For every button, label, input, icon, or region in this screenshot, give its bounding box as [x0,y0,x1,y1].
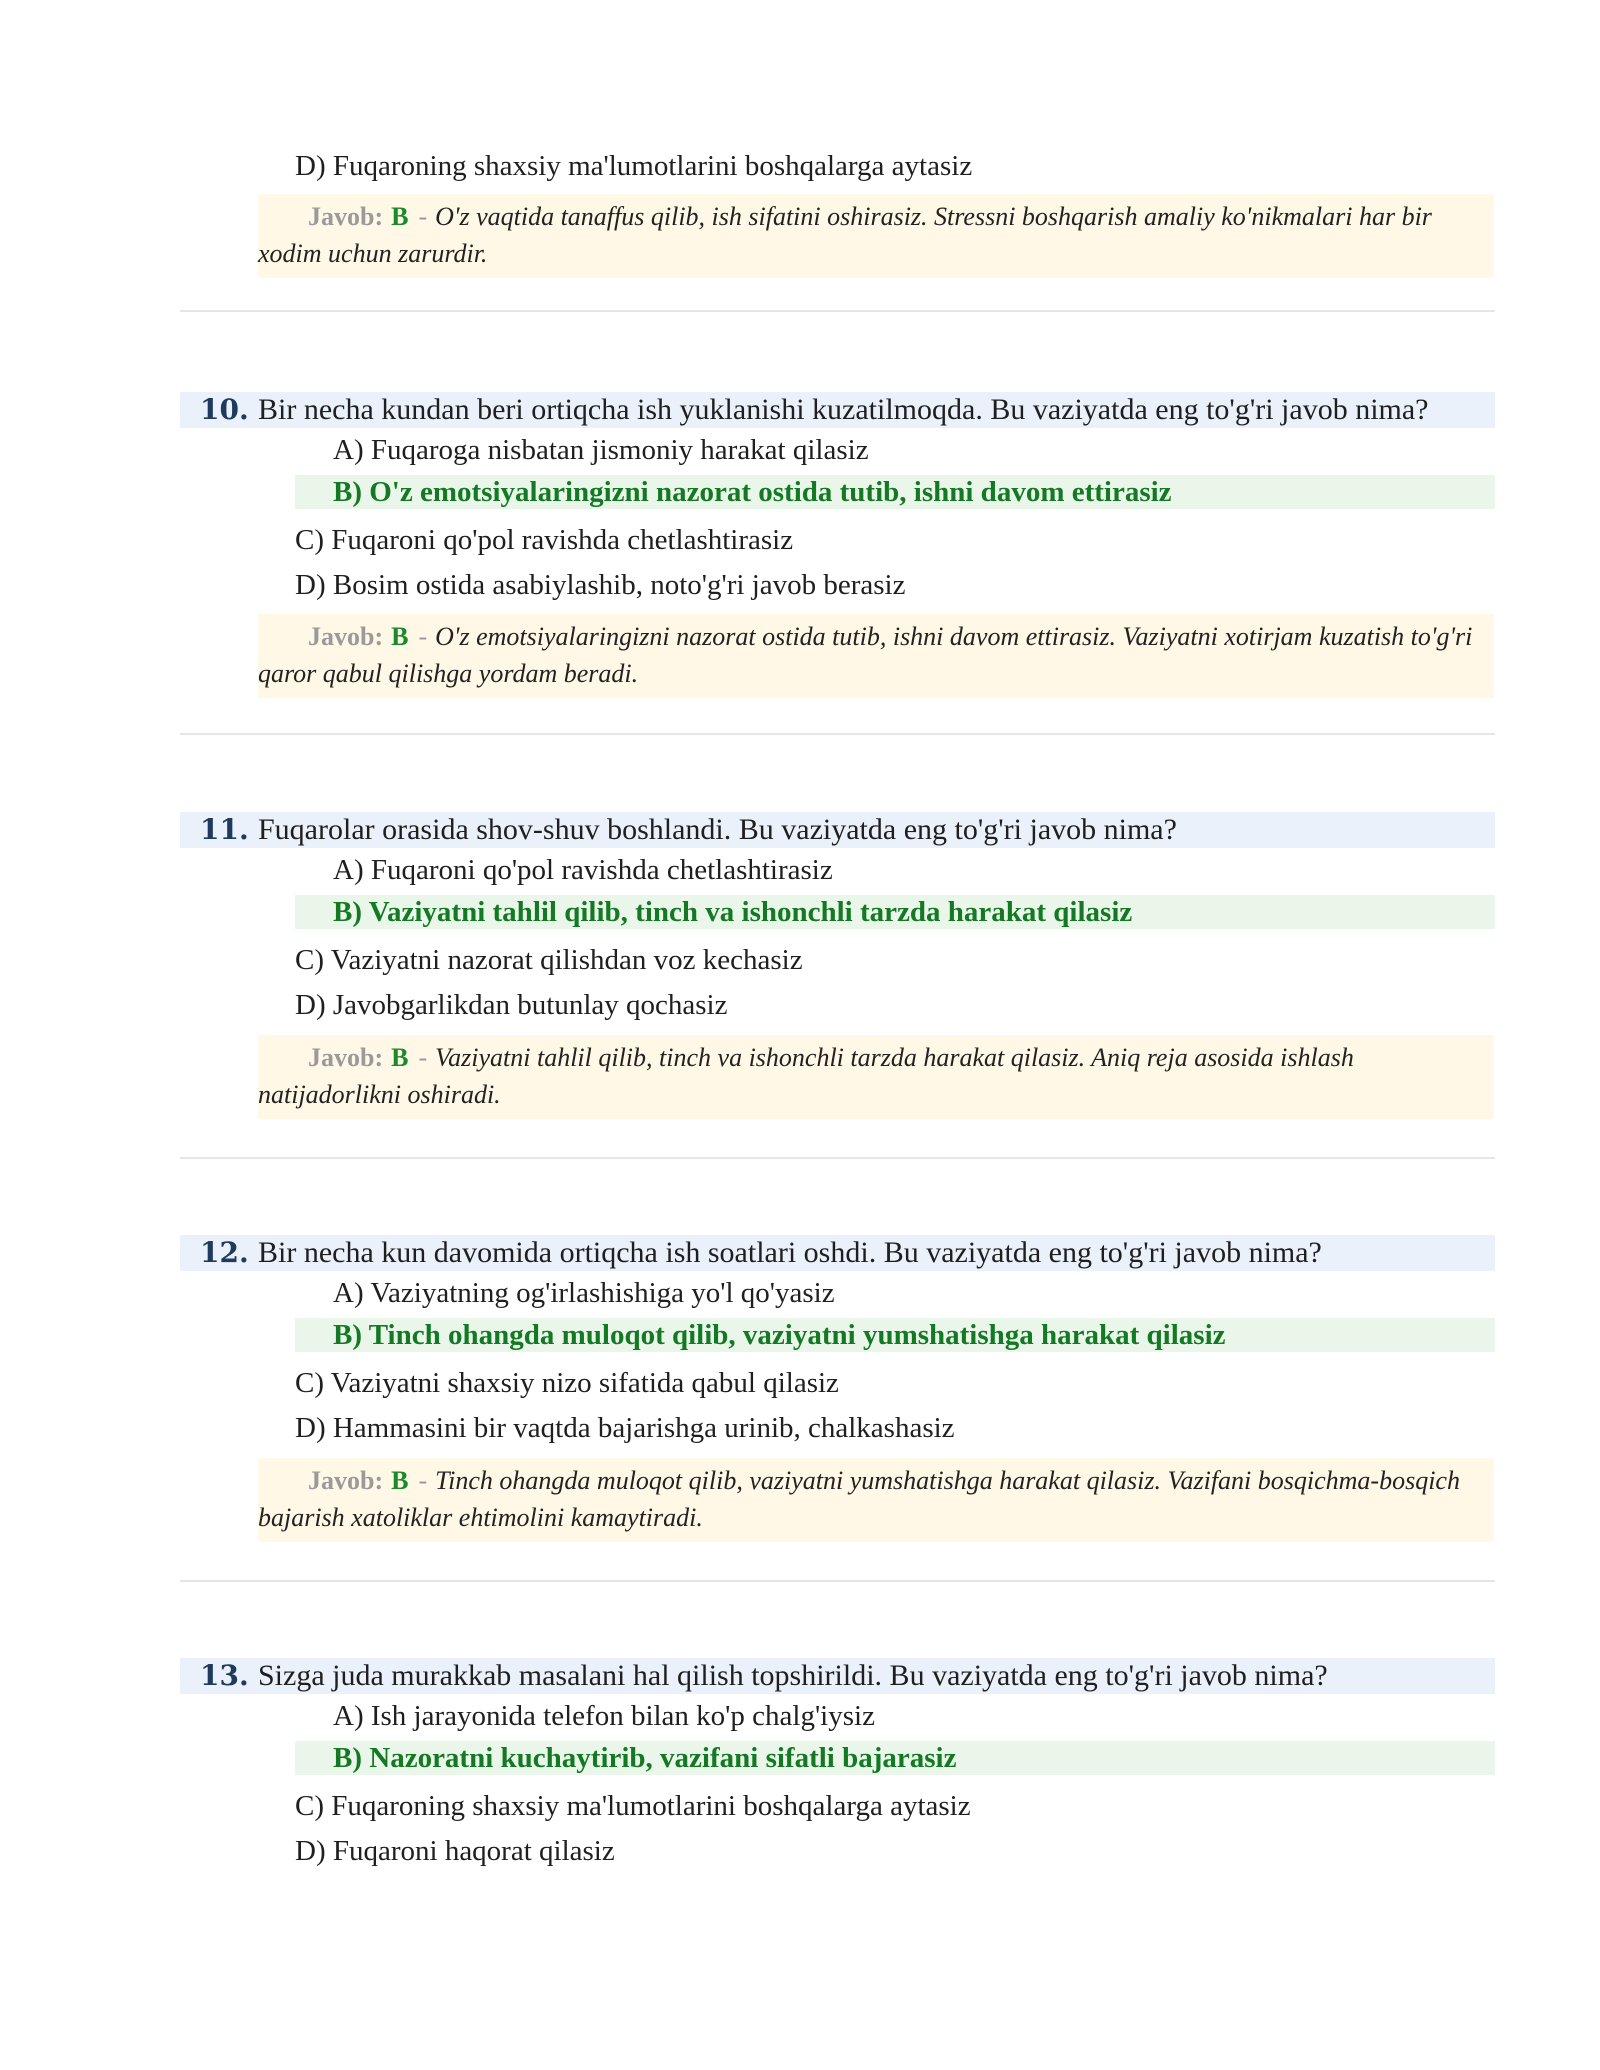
option-c: C) Fuqaroning shaxsiy ma'lumotlarini boshqalarga aytasiz [295,1790,971,1822]
option-a: A) Vaziyatning og'irlashishiga yo'l qo'yasiz [333,1277,835,1309]
question-number: 12. [200,1236,249,1269]
option-c: C) Vaziyatni shaxsiy nizo sifatida qabul qilasiz [295,1367,839,1399]
divider [180,733,1495,735]
answer-label: Javob: [308,202,384,231]
question-number: 13. [200,1659,249,1692]
answer-label: Javob: [308,1043,384,1072]
answer-dash: - [418,1043,428,1072]
option-b-correct [295,895,1495,929]
option-d: D) Bosim ostida asabiylashib, noto'g'ri javob berasiz [295,569,906,601]
answer-label: Javob: [308,622,384,651]
question-text: Sizga juda murakkab masalani hal qilish topshirildi. Bu vaziyatda eng to'g'ri javob nima? [258,1659,1328,1692]
answer-dash: - [418,622,428,651]
divider [180,1157,1495,1159]
answer-dash: - [418,1466,428,1495]
answer-letter: B [391,622,409,651]
answer-letter: B [391,1043,409,1072]
answer-box [258,614,1494,698]
option-b-correct [295,1741,1495,1775]
option-b-text: B) Nazoratni kuchaytirib, vazifani sifatli bajarasiz [333,1742,957,1774]
answer-letter: B [391,1466,409,1495]
option-d: D) Fuqaroni haqorat qilasiz [295,1835,615,1867]
option-d: D) Hammasini bir vaqtda bajarishga urinib, chalkashasiz [295,1412,955,1444]
option-b-text: B) Vaziyatni tahlil qilib, tinch va ishonchli tarzda harakat qilasiz [333,896,1133,928]
option-d: D) Fuqaroning shaxsiy ma'lumotlarini boshqalarga aytasiz [295,150,973,182]
answer-explanation: Vaziyatni tahlil qilib, tinch va ishonchli tarzda harakat qilasiz. Aniq reja asosida ishlash natijadorlikni oshiradi. [258,1043,1354,1109]
question-text: Fuqarolar orasida shov-shuv boshlandi. Bu vaziyatda eng to'g'ri javob nima? [258,813,1177,846]
option-d: D) Javobgarlikdan butunlay qochasiz [295,989,728,1021]
answer-box [258,1035,1494,1119]
answer-letter: B [391,202,409,231]
answer-explanation: Tinch ohangda muloqot qilib, vaziyatni yumshatishga harakat qilasiz. Vazifani bosqichma-bosqich bajarish xatoliklar ehtimolini kamaytiradi. [258,1466,1460,1532]
option-b-text: B) O'z emotsiyalaringizni nazorat ostida tutib, ishni davom ettirasiz [333,476,1172,508]
answer-dash: - [418,202,428,231]
question-header [180,1658,1495,1694]
question-text: Bir necha kundan beri ortiqcha ish yuklanishi kuzatilmoqda. Bu vaziyatda eng to'g'ri javob nima? [258,393,1429,426]
option-a: A) Fuqaroni qo'pol ravishda chetlashtirasiz [333,854,833,886]
question-header [180,392,1495,428]
divider [180,310,1495,312]
question-number: 10. [200,393,249,426]
option-b-correct [295,1318,1495,1352]
answer-box [258,194,1494,278]
question-header [180,1235,1495,1271]
divider [180,1580,1495,1582]
option-b-text: B) Tinch ohangda muloqot qilib, vaziyatni yumshatishga harakat qilasiz [333,1319,1226,1351]
option-c: C) Fuqaroni qo'pol ravishda chetlashtirasiz [295,524,794,556]
answer-box [258,1458,1494,1542]
answer-explanation: O'z vaqtida tanaffus qilib, ish sifatini oshirasiz. Stressni boshqarish amaliy ko'nikmalari har bir xodim uchun zarurdir. [258,202,1432,268]
question-text: Bir necha kun davomida ortiqcha ish soatlari oshdi. Bu vaziyatda eng to'g'ri javob nima? [258,1236,1322,1269]
option-a: A) Fuqaroga nisbatan jismoniy harakat qilasiz [333,434,869,466]
answer-explanation: O'z emotsiyalaringizni nazorat ostida tutib, ishni davom ettirasiz. Vaziyatni xotirjam kuzatish to'g'ri qaror qabul qilishga yordam beradi. [258,622,1473,688]
option-a: A) Ish jarayonida telefon bilan ko'p chalg'iysiz [333,1700,875,1732]
question-header [180,812,1495,848]
option-b-correct [295,475,1495,509]
answer-label: Javob: [308,1466,384,1495]
question-number: 11. [200,813,249,846]
option-c: C) Vaziyatni nazorat qilishdan voz kechasiz [295,944,803,976]
